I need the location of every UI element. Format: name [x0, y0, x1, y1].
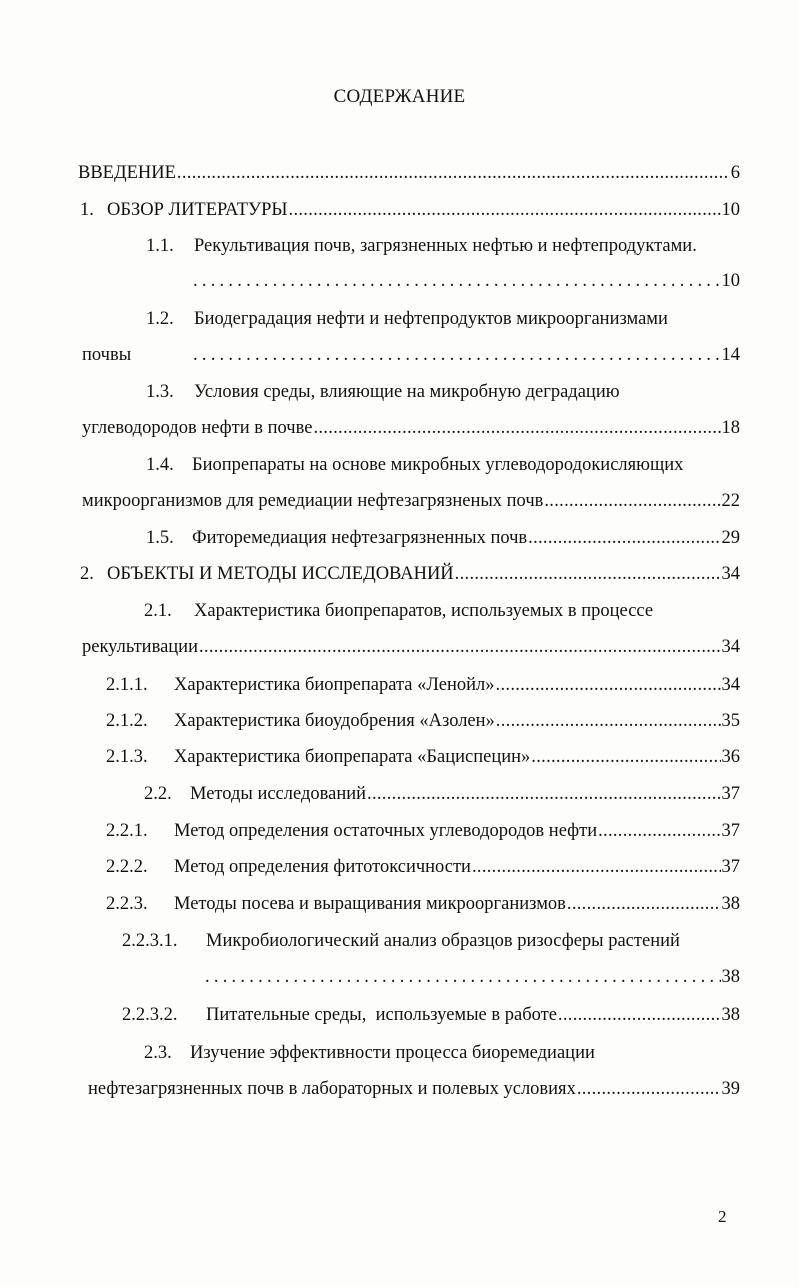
leader-dots [193, 268, 721, 294]
leader-dots [205, 964, 721, 990]
toc-entry-s1-3[interactable] [82, 415, 740, 441]
leader-dots [367, 781, 720, 807]
toc-entry-number: 2.2.2. [106, 857, 148, 877]
toc-entry-number: 2.1. [144, 601, 172, 621]
toc-entry-s2-2-2[interactable] [174, 854, 740, 880]
toc-entry-page: 34 [721, 637, 740, 657]
toc-entry-page: 10 [721, 271, 740, 291]
toc-entry-text-cont: микроорганизмов для ремедиации нефтезагрязненых почв [82, 491, 544, 511]
toc-entry-page: 34 [721, 564, 740, 584]
leader-dots [496, 672, 721, 698]
toc-entry-number: 1.4. [146, 455, 174, 475]
leader-dots [528, 525, 720, 551]
toc-entry-number: 2.1.3. [106, 747, 148, 767]
toc-entry-s2-3[interactable] [88, 1076, 740, 1102]
toc-entry-number: 2.1.1. [106, 675, 148, 695]
toc-entry-number: 2.3. [144, 1043, 172, 1063]
leader-dots [558, 1002, 721, 1028]
toc-entry-number: 2. [80, 564, 94, 584]
toc-entry-number: 2.2.3.1. [122, 931, 178, 951]
leader-dots [531, 744, 720, 770]
toc-entry-page: 38 [721, 894, 740, 914]
toc-entry-text[interactable]: Изучение эффективности процесса биоремедиации [190, 1043, 595, 1063]
toc-entry-s1-5[interactable] [192, 525, 740, 551]
toc-entry-text: Метод определения остаточных углеводородов нефти [174, 821, 598, 841]
toc-entry-text-cont: нефтезагрязненных почв в лабораторных и полевых условиях [88, 1079, 576, 1099]
toc-entry-s2-2-3[interactable] [174, 891, 740, 917]
toc-entry-s2-1-2[interactable] [174, 708, 740, 734]
leader-dots [598, 818, 720, 844]
toc-entry-page: 38 [721, 1005, 740, 1025]
toc-entry-page: 10 [721, 200, 740, 220]
leader-dots [289, 197, 721, 223]
toc-entry-text: Фиторемедиация нефтезагрязненных почв [192, 528, 528, 548]
leader-dots [199, 634, 721, 660]
toc-entry-s2-2-3-1-leader [204, 964, 740, 990]
toc-entry-s1-4[interactable] [82, 488, 740, 514]
toc-entry-text: Метод определения фитотоксичности [174, 857, 471, 877]
toc-entry-number: 1.5. [146, 528, 174, 548]
toc-entry-page: 29 [721, 528, 740, 548]
toc-entry-page: 38 [721, 967, 740, 987]
toc-entry-page: 22 [721, 491, 740, 511]
toc-entry-text-cont: рекультивации [82, 637, 198, 657]
toc-entry-number: 1.2. [146, 309, 174, 329]
toc-entry-s2-1[interactable] [82, 634, 740, 660]
toc-entry-page: 35 [721, 711, 740, 731]
leader-dots [177, 160, 730, 186]
leader-dots [313, 415, 720, 441]
toc-entry-number: 1.1. [146, 236, 174, 256]
toc-entry-intro[interactable] [78, 160, 740, 186]
toc-entry-text: ОБЗОР ЛИТЕРАТУРЫ [107, 200, 288, 220]
toc-entry-s1-1-leader [192, 268, 740, 294]
toc-entry-page: 37 [721, 857, 740, 877]
page-number: 2 [718, 1207, 727, 1226]
leader-dots [496, 708, 721, 734]
toc-entry-page: 37 [721, 784, 740, 804]
toc-entry-text[interactable]: Характеристика биопрепаратов, используемых в процессе [194, 601, 654, 621]
toc-entry-page: 37 [721, 821, 740, 841]
toc-entry-s2-1-3[interactable] [174, 744, 740, 770]
toc-entry-text: Характеристика биоудобрения «Азолен» [174, 711, 495, 731]
toc-entry-text-cont: почвы [82, 345, 132, 365]
toc-entry-page: 34 [721, 675, 740, 695]
leader-dots [567, 891, 721, 917]
leader-dots [577, 1076, 721, 1102]
toc-entry-number: 2.2.1. [106, 821, 148, 841]
toc-entry-page: 14 [721, 345, 740, 365]
leader-dots [455, 561, 721, 587]
toc-entry-page: 36 [721, 747, 740, 767]
toc-entry-text: Методы исследований [190, 784, 367, 804]
toc-entry-text: Питательные среды, используемые в работе [206, 1005, 557, 1025]
toc-entry-s2-2-3-2[interactable] [206, 1002, 740, 1028]
toc-entry-text-cont: углеводородов нефти в почве [82, 418, 313, 438]
toc-entry-number: 2.2.3. [106, 894, 148, 914]
toc-entry-s2-1-1[interactable] [174, 672, 740, 698]
leader-dots [544, 488, 720, 514]
toc-entry-text: Характеристика биопрепарата «Бациспецин» [174, 747, 531, 767]
toc-entry-text: ВВЕДЕНИЕ [78, 163, 176, 183]
toc-entry-text[interactable]: Микробиологический анализ образцов ризосферы растений [206, 931, 680, 951]
toc-entry-number: 2.2. [144, 784, 172, 804]
toc-entry-text: Характеристика биопрепарата «Ленойл» [174, 675, 495, 695]
toc-entry-text[interactable]: Условия среды, влияющие на микробную деградацию [194, 382, 620, 402]
toc-entry-s2-2[interactable] [190, 781, 740, 807]
toc-entry-page: 6 [730, 163, 740, 183]
toc-entry-number: 2.2.3.2. [122, 1005, 178, 1025]
toc-entry-s1-2-leader [192, 342, 740, 368]
toc-entry-text: Методы посева и выращивания микроорганизмов [174, 894, 566, 914]
toc-entry-text[interactable]: Биопрепараты на основе микробных углеводородокисляющих [192, 455, 684, 475]
toc-entry-s2[interactable] [107, 561, 740, 587]
toc-entry-number: 2.1.2. [106, 711, 148, 731]
toc-entry-text[interactable]: Биодеградация нефти и нефтепродуктов микроорганизмами [194, 309, 668, 329]
toc-entry-number: 1.3. [146, 382, 174, 402]
page-title: СОДЕРЖАНИЕ [333, 86, 466, 107]
toc-entry-page: 39 [721, 1079, 740, 1099]
toc-entry-number: 1. [80, 200, 94, 220]
toc-entry-s2-2-1[interactable] [174, 818, 740, 844]
leader-dots [472, 854, 721, 880]
toc-entry-page: 18 [721, 418, 740, 438]
toc-entry-s1[interactable] [107, 197, 740, 223]
leader-dots [193, 342, 721, 368]
toc-entry-text[interactable]: Рекультивация почв, загрязненных нефтью и нефтепродуктами. [194, 236, 697, 256]
toc-entry-text: ОБЪЕКТЫ И МЕТОДЫ ИССЛЕДОВАНИЙ [107, 564, 454, 584]
